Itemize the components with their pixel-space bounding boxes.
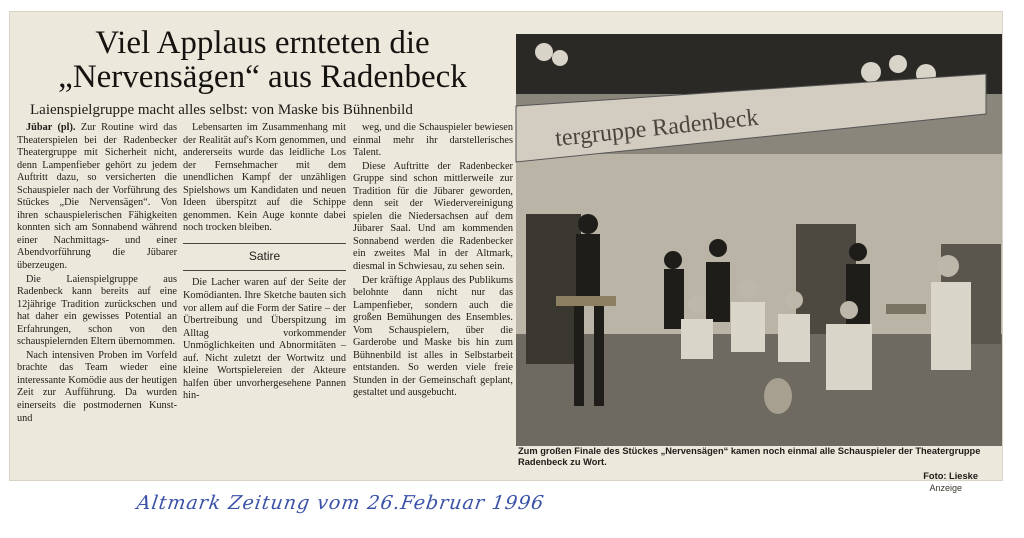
- paragraph: Die Lacher waren auf der Seite der Komödianten. Ihre Sketche bauten sich vor allem auf die Form der Satire – der Übertreibung und Überspitzung im Alltag vorkommender Unmöglichkeiten und Abnormitäten – auf. Nicht zuletzt der Wortwitz und kleine Wortspielereien der Akteure halfen über unvorhergesehene Pannen hin-: [183, 277, 346, 402]
- paragraph: Der kräftige Applaus des Publikums belohnte dann nicht nur das Lampenfieber, sondern auch die großen Bemühungen des Ensembles. Vom Schauspielern, über die Garderobe und Maske bis hin zum Bühnenbild ist alles in Selbstarbeit entstanden. So werden viele freie Stunden in der Gemeinschaft geplant, gestaltet und ausgebucht.: [353, 274, 513, 399]
- section-heading: Satire: [248, 248, 281, 263]
- article-column-1: [17, 122, 177, 426]
- subheadline: Laienspielgruppe macht alles selbst: von Maske bis Bühnenbild: [30, 102, 413, 118]
- paragraph: weg, und die Schauspieler bewiesen einmal mehr ihr darstellerisches Talent.: [353, 122, 513, 159]
- paragraph: Zur Routine wird das Theaterspielen bei der Radenbecker Theatergruppe mit Sicherheit nicht, denn Lampenfieber gehört zu jedem Auftritt dazu, so versicherten die Schauspieler nach der Vorführung des Stückes „Die Nervensägen“. Von ihren schauspielerischen Fähigkeiten konnten sich am Sonnabend während einer Nachmittags- und einer Abendvorführung die Jübarer überzeugen.: [17, 122, 177, 272]
- paragraph: Lebensarten im Zusammenhang mit der Realität auf's Korn genommen, und andererseits wurde das leidliche Los der Fernsehmacher mit dem unendlichen Kampf der unzähligen Spielshows um Kandidaten und neuen Ideen überspitzt auf die Schippe genommen. Kein Auge konnte dabei noch trocken bleiben.: [183, 122, 346, 234]
- article-column-2: [183, 122, 346, 404]
- headline-line-1: Viel Applaus ernteten die: [95, 25, 430, 61]
- paragraph: Diese Auftritte der Radenbecker Gruppe sind schon mittlerweile zur Tradition für die Jübarer geworden, denn seit der Wiedervereinigung spielen die Niedersachsen auf dem Jübarer Saal. Und am kommenden Sonnabend werden die Radenbecker ein zweites Mal in der Altmark, diesmal in Schwiesau, zu sehen sein.: [353, 160, 513, 273]
- newspaper-clipping: [10, 12, 1002, 493]
- handwritten-source-note: Altmark Zeitung vom 26.Februar 1996: [135, 492, 546, 514]
- article-column-3: [353, 122, 513, 401]
- headline-line-2: „Nervensägen“ aus Radenbeck: [58, 59, 467, 95]
- paragraph: Nach intensiven Proben im Vorfeld brachte das Team wieder eine interessante Komödie aus der heutigen Zeit zur Aufführung. Da wurden einerseits die postmodernen Kunst- und: [17, 349, 177, 424]
- divider: [183, 243, 346, 244]
- dateline: Jübar (pl).: [26, 122, 76, 133]
- photo-banner-text: tergruppe Radenbeck: [553, 104, 760, 152]
- stage-photo: [516, 34, 1002, 446]
- photo-caption: Zum großen Finale des Stückes „Nervensägen“ kamen noch einmal alle Schauspieler der Theatergruppe Radenbeck zu Wort.: [518, 446, 981, 467]
- paragraph: Die Laienspielgruppe aus Radenbeck kann bereits auf eine 12jährige Tradition zurückschen und hat daher ein gewisses Potential an Erfahrungen, schon von den schauspielernden Eltern übernommen.: [17, 273, 177, 348]
- ad-label: Anzeige: [929, 483, 962, 493]
- photo-credit: Foto: Lieske: [923, 471, 978, 481]
- divider: [183, 270, 346, 271]
